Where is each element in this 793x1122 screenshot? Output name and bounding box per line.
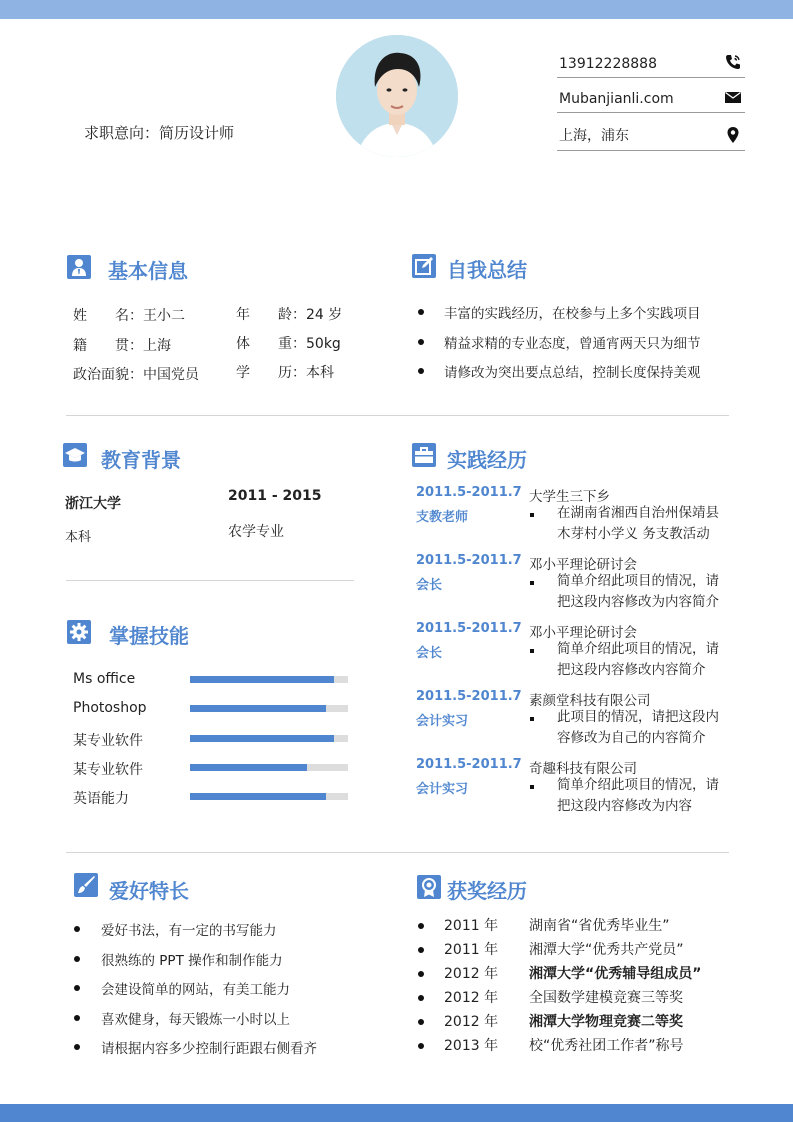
practice-role: 会长 — [416, 578, 443, 593]
briefcase-icon — [412, 443, 436, 467]
skill-name: 某专业软件 — [73, 761, 143, 778]
practice-date: 2011.5-2011.7 — [416, 689, 522, 704]
graduation-cap-icon — [63, 443, 87, 467]
award-year: 2013 年 — [444, 1038, 499, 1054]
website-text: Mubanjianli.com — [559, 91, 674, 107]
hobby-item: 爱好书法，有一定的书写能力 — [101, 923, 277, 939]
edu-years: 2011 - 2015 — [228, 488, 322, 504]
bullet — [418, 339, 424, 345]
section-title-summary: 自我总结 — [447, 258, 527, 282]
bullet — [74, 926, 80, 932]
section-title-awards: 获奖经历 — [447, 879, 527, 903]
skill-bar-track — [190, 764, 348, 771]
contact-phone — [557, 43, 745, 78]
info-education: 学 历：本科 — [236, 365, 334, 381]
divider — [66, 852, 729, 853]
skill-bar-fill — [190, 764, 307, 771]
award-year: 2012 年 — [444, 966, 499, 982]
practice-date: 2011.5-2011.7 — [416, 757, 522, 772]
mail-icon — [724, 88, 742, 106]
divider — [66, 415, 729, 416]
gear-icon — [67, 620, 91, 644]
info-age: 年 龄：24 岁 — [236, 307, 343, 323]
skill-bar-track — [190, 705, 348, 712]
practice-desc: 简单介绍此项目的情况，请把这段内容修改为内容 — [557, 777, 719, 814]
practice-role: 会计实习 — [416, 714, 469, 729]
summary-item: 请修改为突出要点总结，控制长度保持美观 — [444, 365, 701, 381]
practice-desc: 简单介绍此项目的情况，请把这段内容修改内容简介 — [557, 641, 719, 678]
hobby-item: 喜欢健身，每天锻炼一小时以上 — [101, 1011, 290, 1028]
edu-school: 浙江大学 — [65, 496, 121, 512]
award-text: 湘潭大学“优秀共产党员” — [529, 942, 684, 958]
skill-bar-track — [190, 735, 348, 742]
contact-address — [557, 116, 745, 151]
award-year: 2012 年 — [444, 1014, 499, 1030]
bullet — [418, 971, 424, 977]
square-bullet — [530, 649, 534, 653]
skill-name: 某专业软件 — [73, 732, 143, 749]
practice-date: 2011.5-2011.7 — [416, 553, 522, 568]
bullet — [74, 956, 80, 962]
skill-bar-fill — [190, 676, 334, 683]
bullet — [418, 1019, 424, 1025]
job-objective: 求职意向：简历设计师 — [84, 124, 235, 142]
hobby-item: 请根据内容多少控制行距跟右侧看齐 — [101, 1041, 317, 1057]
bullet — [74, 985, 80, 991]
bullet — [418, 995, 424, 1001]
section-title-education: 教育背景 — [101, 448, 181, 472]
brush-icon — [74, 873, 98, 897]
info-name: 姓 名：王小二 — [73, 308, 185, 324]
phone-text: 13912228888 — [559, 56, 657, 72]
skill-name: Photoshop — [73, 700, 147, 717]
award-year: 2011 年 — [444, 918, 499, 934]
skill-bar-fill — [190, 705, 326, 712]
bullet — [418, 923, 424, 929]
practice-org: 奇趣科技有限公司 — [529, 761, 637, 777]
skill-name: 英语能力 — [73, 791, 129, 808]
phone-icon — [724, 53, 742, 71]
award-icon — [417, 875, 441, 899]
skill-bar-track — [190, 676, 348, 683]
square-bullet — [530, 513, 534, 517]
practice-date: 2011.5-2011.7 — [416, 485, 522, 500]
summary-item: 精益求精的专业态度，曾通宵两天只为细节 — [444, 336, 701, 352]
skill-bar-fill — [190, 793, 326, 800]
bullet — [418, 368, 424, 374]
bottom-accent-bar — [0, 1104, 793, 1122]
award-text: 湖南省“省优秀毕业生” — [529, 918, 670, 934]
contact-website — [557, 78, 745, 113]
info-weight: 体 重：50kg — [236, 336, 341, 352]
skill-bar-track — [190, 793, 348, 800]
section-title-hobbies: 爱好特长 — [109, 879, 189, 903]
square-bullet — [530, 717, 534, 721]
award-text: 全国数学建模竞赛三等奖 — [529, 990, 683, 1006]
bullet — [74, 1044, 80, 1050]
practice-role: 会长 — [416, 646, 443, 661]
practice-org: 素颜堂科技有限公司 — [529, 693, 651, 709]
divider — [66, 580, 354, 581]
practice-desc: 此项目的情况，请把这段内容修改为自己的内容简介 — [557, 709, 719, 746]
section-title-practice: 实践经历 — [447, 448, 527, 472]
award-year: 2011 年 — [444, 942, 499, 958]
bullet — [74, 1015, 80, 1021]
address-text: 上海，浦东 — [559, 128, 629, 144]
practice-role: 支教老师 — [416, 510, 469, 525]
practice-desc: 在湖南省湘西自治州保靖县木芽村小学义 务支教活动 — [557, 505, 719, 542]
square-bullet — [530, 785, 534, 789]
award-year: 2012 年 — [444, 990, 499, 1006]
practice-desc: 简单介绍此项目的情况，请把这段内容修改为内容简介 — [557, 573, 719, 610]
hobby-item: 会建设简单的网站，有美工能力 — [101, 982, 290, 998]
edit-icon — [412, 254, 436, 278]
hobby-item: 很熟练的 PPT 操作和制作能力 — [101, 952, 283, 969]
award-text: 湘潭大学“优秀辅导组成员” — [529, 966, 702, 982]
section-title-basic: 基本信息 — [108, 259, 188, 283]
edu-degree: 本科 — [65, 530, 92, 545]
section-title-skills: 掌握技能 — [109, 624, 189, 648]
practice-org: 邓小平理论研讨会 — [529, 625, 637, 641]
skill-bar-fill — [190, 735, 334, 742]
practice-role: 会计实习 — [416, 782, 469, 797]
award-text: 湘潭大学物理竞赛二等奖 — [529, 1014, 683, 1030]
bullet — [418, 1043, 424, 1049]
award-text: 校“优秀社团工作者”称号 — [529, 1038, 684, 1054]
practice-org: 邓小平理论研讨会 — [529, 557, 637, 573]
bullet — [418, 947, 424, 953]
square-bullet — [530, 581, 534, 585]
bullet — [418, 309, 424, 315]
info-politics: 政治面貌：中国党员 — [73, 367, 199, 383]
location-icon — [724, 126, 742, 144]
info-origin: 籍 贯：上海 — [73, 338, 171, 354]
profile-photo — [336, 35, 458, 157]
skill-name: Ms office — [73, 671, 136, 687]
top-accent-bar — [0, 0, 793, 19]
edu-major: 农学专业 — [228, 524, 284, 540]
summary-item: 丰富的实践经历，在校参与上多个实践项目 — [444, 306, 701, 322]
user-icon — [67, 255, 91, 279]
practice-org: 大学生三下乡 — [529, 489, 610, 505]
practice-date: 2011.5-2011.7 — [416, 621, 522, 636]
